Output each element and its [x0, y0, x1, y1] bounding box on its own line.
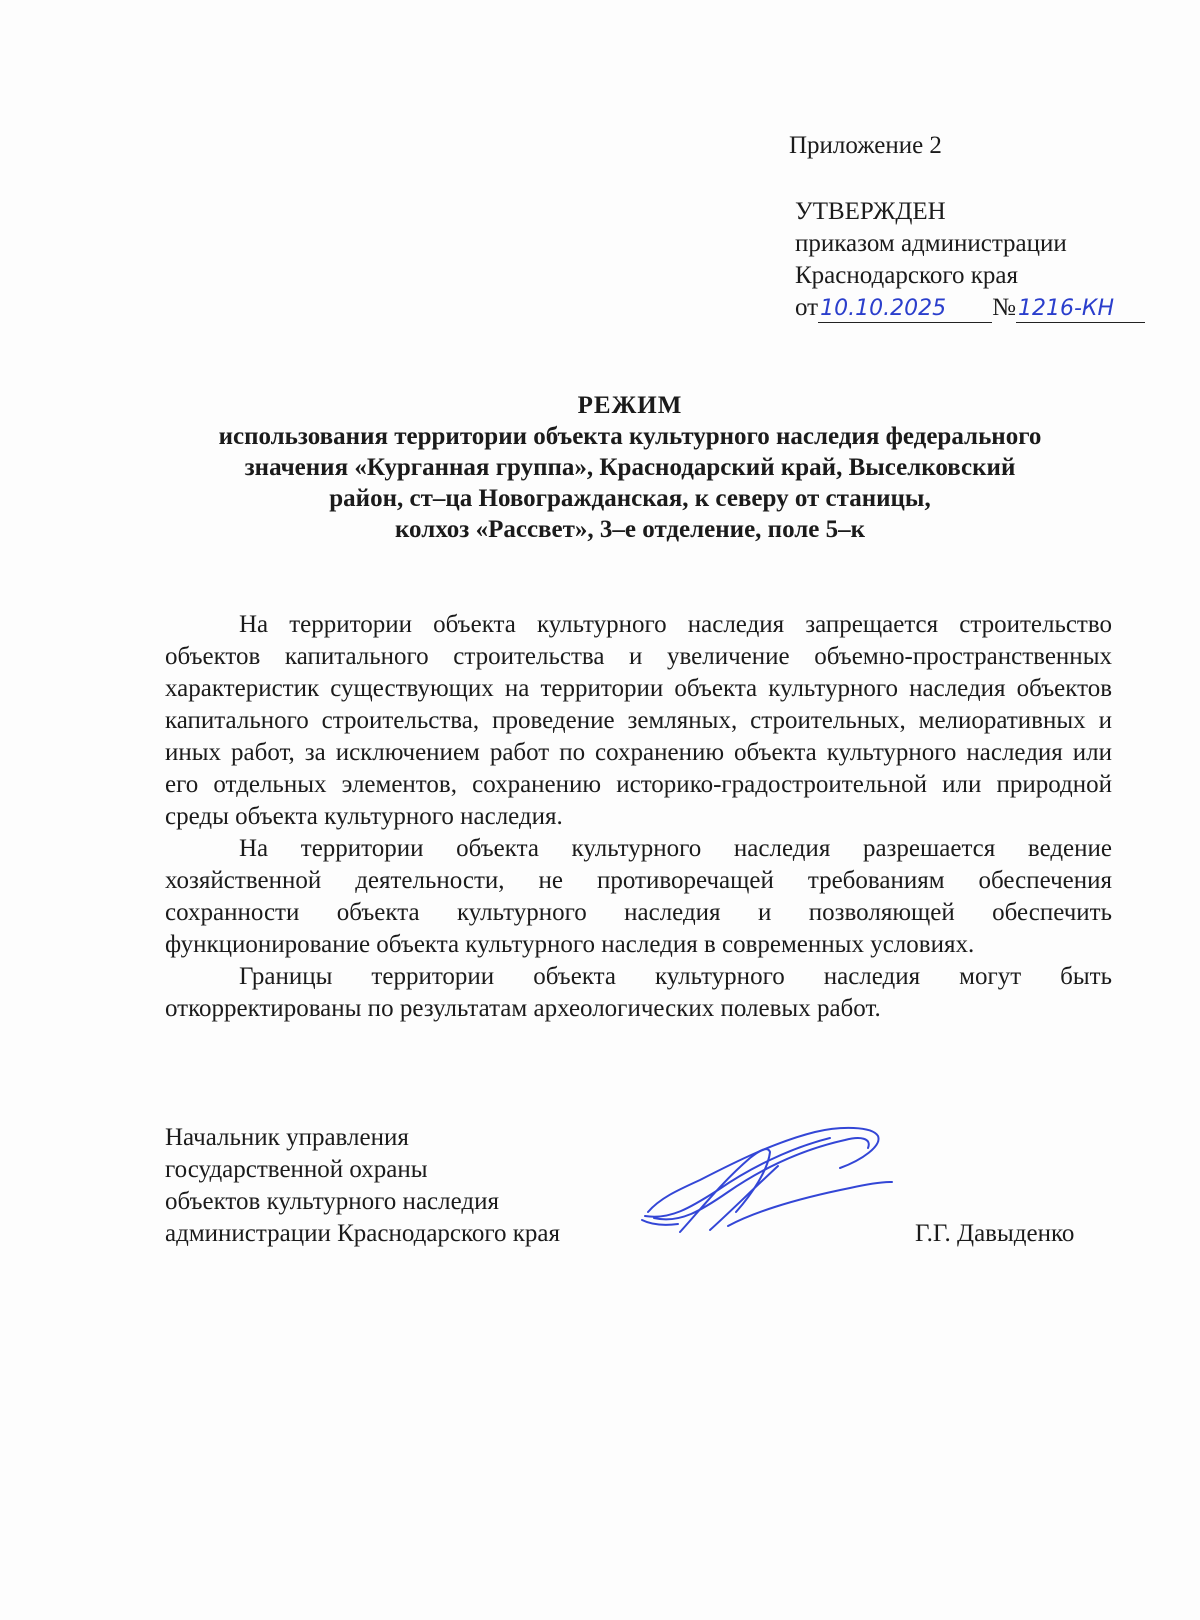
- title-line-3: район, ст–ца Новогражданская, к северу от станицы,: [329, 485, 931, 512]
- position-line-3: объектов культурного наследия: [165, 1188, 499, 1215]
- number-prefix: №: [992, 294, 1016, 321]
- approval-stamp-block: [795, 196, 1145, 324]
- handwritten-date: 10.10.2025: [818, 296, 992, 323]
- paragraph-prohibitions: На территории объекта культурного наследия запрещается строительство объектов капитального строительства и увеличение объемно-пространственных характеристик существующих на территории объекта культурного наследия объектов капитального строительства, проведение земляных, строительных, мелиоративных и иных работ, за исключением работ по сохранению объекта культурного наследия или его отдельных элементов, сохранению историко-градостроительной или природной среды объекта культурного наследия.: [165, 611, 1112, 830]
- signatory-name: Г.Г. Давыденко: [915, 1220, 1075, 1247]
- position-line-4: администрации Краснодарского края: [165, 1220, 561, 1247]
- title-line-4: колхоз «Рассвет», 3–е отделение, поле 5–к: [394, 516, 866, 543]
- handwritten-order-number: 1216-КН: [1016, 296, 1145, 323]
- position-line-1: Начальник управления: [165, 1124, 409, 1151]
- title-line-1: использования территории объекта культурного наследия федерального: [218, 423, 1042, 450]
- handwritten-signature: [640, 1120, 900, 1260]
- approval-line-2: Краснодарского края: [795, 262, 1018, 289]
- title-main: РЕЖИМ: [577, 392, 683, 419]
- date-prefix: от: [795, 294, 819, 321]
- approval-heading: УТВЕРЖДЕН: [795, 198, 946, 225]
- document-body: [165, 609, 1112, 1025]
- position-line-2: государственной охраны: [165, 1156, 428, 1183]
- paragraph-boundaries: Границы территории объекта культурного наследия могут быть откорректированы по результатам археологических полевых работ.: [165, 963, 1112, 1022]
- approval-line-1: приказом администрации: [795, 230, 1067, 257]
- title-line-2: значения «Курганная группа», Краснодарский край, Выселковский: [244, 454, 1016, 481]
- signatory-position: [165, 1122, 560, 1250]
- order-date-number-line: [795, 292, 1145, 324]
- appendix-label: Приложение 2: [789, 132, 942, 159]
- paragraph-permissions: На территории объекта культурного наследия разрешается ведение хозяйственной деятельности, не противоречащей требованиям обеспечения сохранности объекта культурного наследия и позволяющей обеспечить функционирование объекта культурного наследия в современных условиях.: [165, 835, 1112, 958]
- document-title: [150, 390, 1110, 545]
